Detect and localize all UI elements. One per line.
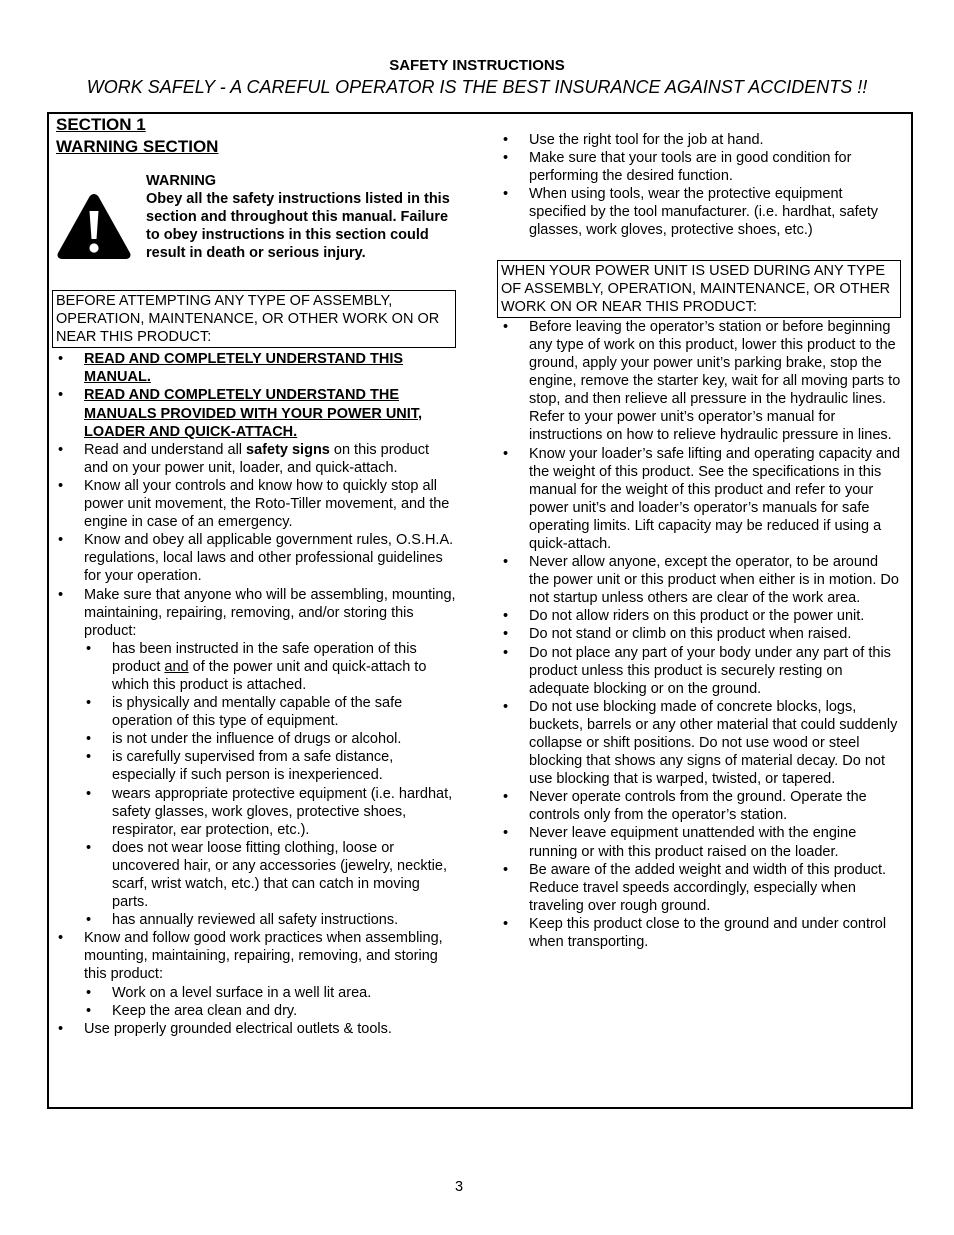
- warning-text: [146, 172, 456, 262]
- list-item: [56, 1020, 456, 1038]
- item-text: does not wear loose fitting clothing, loose or uncovered hair, or any accessories (jewelry, necktie, scarf, wrist watch, etc.) that can catch in moving parts.: [112, 839, 447, 911]
- item-text: on this product and on your power unit, loader, and quick-attach.: [84, 441, 430, 476]
- item-text: is not under the influence of drugs or alcohol.: [112, 731, 402, 748]
- item-text: Do not place any part of your body under any part of this product unless this product is securely resting on adequate blocking or on the ground.: [529, 644, 891, 697]
- left-bullet-list: [56, 350, 456, 1038]
- item-text: Do not allow riders on this product or the power unit.: [529, 608, 865, 625]
- list-item: [501, 644, 901, 698]
- right-bullet-list: [501, 318, 901, 951]
- item-text: Never operate controls from the ground. Operate the controls only from the operator’s station.: [529, 789, 867, 824]
- read-manual-item: READ AND COMPLETELY UNDERSTAND THIS MANUAL.: [84, 351, 404, 386]
- warning-heading: WARNING: [146, 173, 217, 189]
- item-text: Never leave equipment unattended with the engine running or with this product raised on the loader.: [529, 825, 857, 860]
- item-text: Make sure that your tools are in good condition for performing the desired function.: [529, 150, 852, 185]
- list-item: [501, 131, 901, 149]
- warning-block: [56, 172, 456, 290]
- sub-list-item: [84, 839, 456, 911]
- list-item: [501, 915, 901, 951]
- list-item: [501, 698, 901, 788]
- item-text: Know all your controls and know how to quickly stop all power unit movement, the Roto-Tiller movement, and the engine in case of an emergency.: [84, 477, 450, 531]
- item-text: has been instructed in the safe operation of this product: [112, 640, 417, 675]
- item-text: Keep this product close to the ground and under control when transporting.: [529, 915, 887, 951]
- item-text: is carefully supervised from a safe distance, especially if such person is inexperienced.: [112, 749, 394, 784]
- section-name: WARNING SECTION: [56, 137, 219, 156]
- sub-list-item: [84, 748, 456, 784]
- list-item: [501, 185, 901, 239]
- item-text: Be aware of the added weight and width of this product. Reduce travel speeds accordingly, especially when traveling over rough ground.: [529, 861, 887, 914]
- list-item: [501, 625, 901, 643]
- item-text: Make sure that anyone who will be assembling, mounting, maintaining, repairing, removing, and/or storing this product:: [84, 586, 456, 639]
- item-text: wears appropriate protective equipment (i.e. hardhat, safety glasses, work gloves, protective shoes, respirator, ear protection, etc.).: [112, 785, 453, 838]
- item-text: Use the right tool for the job at hand.: [529, 132, 764, 148]
- list-item: [56, 386, 456, 440]
- sub-list-item: [84, 1002, 456, 1020]
- item-text: of the power unit and quick-attach to which this product is attached.: [112, 658, 427, 693]
- page-number: 3: [454, 1179, 464, 1195]
- left-column: [56, 114, 456, 1038]
- list-item: [501, 318, 901, 445]
- list-item: [501, 788, 901, 824]
- list-item: [56, 477, 456, 531]
- page-title: SAFETY INSTRUCTIONS: [389, 57, 565, 74]
- list-item: [56, 441, 456, 477]
- sub-list-item: [84, 911, 456, 929]
- list-item: [501, 607, 901, 625]
- item-text: is physically and mentally capable of the safe operation of this type of equipment.: [112, 695, 403, 730]
- section-number: SECTION 1: [56, 115, 146, 134]
- sub-list-item: [84, 730, 456, 748]
- sub-list-item: [84, 984, 456, 1002]
- power-unit-box: WHEN YOUR POWER UNIT IS USED DURING ANY TYPE OF ASSEMBLY, OPERATION, MAINTENANCE, OR OTHER WORK ON OR NEAR THIS PRODUCT:: [497, 260, 901, 318]
- item-text: Keep the area clean and dry.: [112, 1002, 298, 1019]
- sub-list-item: [84, 785, 456, 839]
- right-column: [501, 131, 901, 951]
- item-text: When using tools, wear the protective equipment specified by the tool manufacturer. (i.e. hardhat, safety glasses, work gloves, protective shoes, etc.): [529, 186, 878, 239]
- item-text: Work on a level surface in a well lit area.: [112, 984, 372, 1001]
- tools-bullet-list: [501, 131, 901, 240]
- list-item: [56, 531, 456, 585]
- list-item: [501, 149, 901, 185]
- sub-list-item: [84, 640, 456, 694]
- warning-body: Obey all the safety instructions listed in this section and throughout this manual. Failure to obey instructions in this section could result in death or serious injury.: [146, 191, 450, 262]
- underlined-and: and: [164, 658, 189, 675]
- item-text: Never allow anyone, except the operator, to be around the power unit or this product when either is in motion. Do not startup unless others are clear of the work area.: [529, 554, 899, 607]
- warning-triangle-icon: [56, 192, 132, 260]
- item-text: Know your loader’s safe lifting and operating capacity and the weight of this product. See the specifications in this manual for the weight of this product and refer to your power unit’s and loader’s operator’s manuals for safe operating limits. Lift capacity may be reduced if using a quick-attach.: [529, 445, 901, 552]
- item-text: Know and follow good work practices when assembling, mounting, maintaining, repairing, removing, and storing this product:: [84, 930, 443, 983]
- item-text: Do not stand or climb on this product when raised.: [529, 626, 852, 643]
- item-text: Do not use blocking made of concrete blocks, logs, buckets, barrels or any other material that could suddenly collapse or shift positions. Do not use wood or steel blocking that shows any signs of material decay. Do not use blocking that is warped, twisted, or tapered.: [529, 698, 898, 788]
- item-text: has annually reviewed all safety instructions.: [112, 912, 399, 929]
- item-text: Before leaving the operator’s station or before beginning any type of work on this product, lower this product to the ground, apply your power unit’s parking brake, stop the engine, remove the starter key, wait for all moving parts to stop, and then relieve all pressure in the hydraulic lines. Refer to your power unit’s operator’s manual for instructions on how to relieve hydraulic pressure in lines.: [529, 318, 901, 444]
- safety-signs-text: safety signs: [246, 441, 330, 458]
- list-item: [501, 824, 901, 860]
- item-text: Know and obey all applicable government rules, O.S.H.A. regulations, local laws and other professional guidelines for your operation.: [84, 532, 454, 585]
- list-item: [56, 929, 456, 1019]
- list-item: [56, 586, 456, 930]
- before-attempting-box: BEFORE ATTEMPTING ANY TYPE OF ASSEMBLY, OPERATION, MAINTENANCE, OR OTHER WORK ON OR NEAR THIS PRODUCT:: [52, 290, 456, 348]
- list-item: [501, 861, 901, 915]
- item-text: Use properly grounded electrical outlets & tools.: [84, 1020, 392, 1037]
- work-practice-sublist: [84, 984, 456, 1020]
- item-text: Read and understand all: [84, 441, 247, 458]
- operator-sublist: [84, 640, 456, 930]
- page-subtitle: WORK SAFELY - A CAREFUL OPERATOR IS THE BEST INSURANCE AGAINST ACCIDENTS !!: [86, 77, 868, 97]
- list-item: [501, 553, 901, 607]
- list-item: [501, 445, 901, 554]
- read-other-manuals-item: READ AND COMPLETELY UNDERSTAND THE MANUALS PROVIDED WITH YOUR POWER UNIT, LOADER AND QUICK-ATTACH.: [84, 387, 423, 440]
- sub-list-item: [84, 694, 456, 730]
- list-item: [56, 350, 456, 386]
